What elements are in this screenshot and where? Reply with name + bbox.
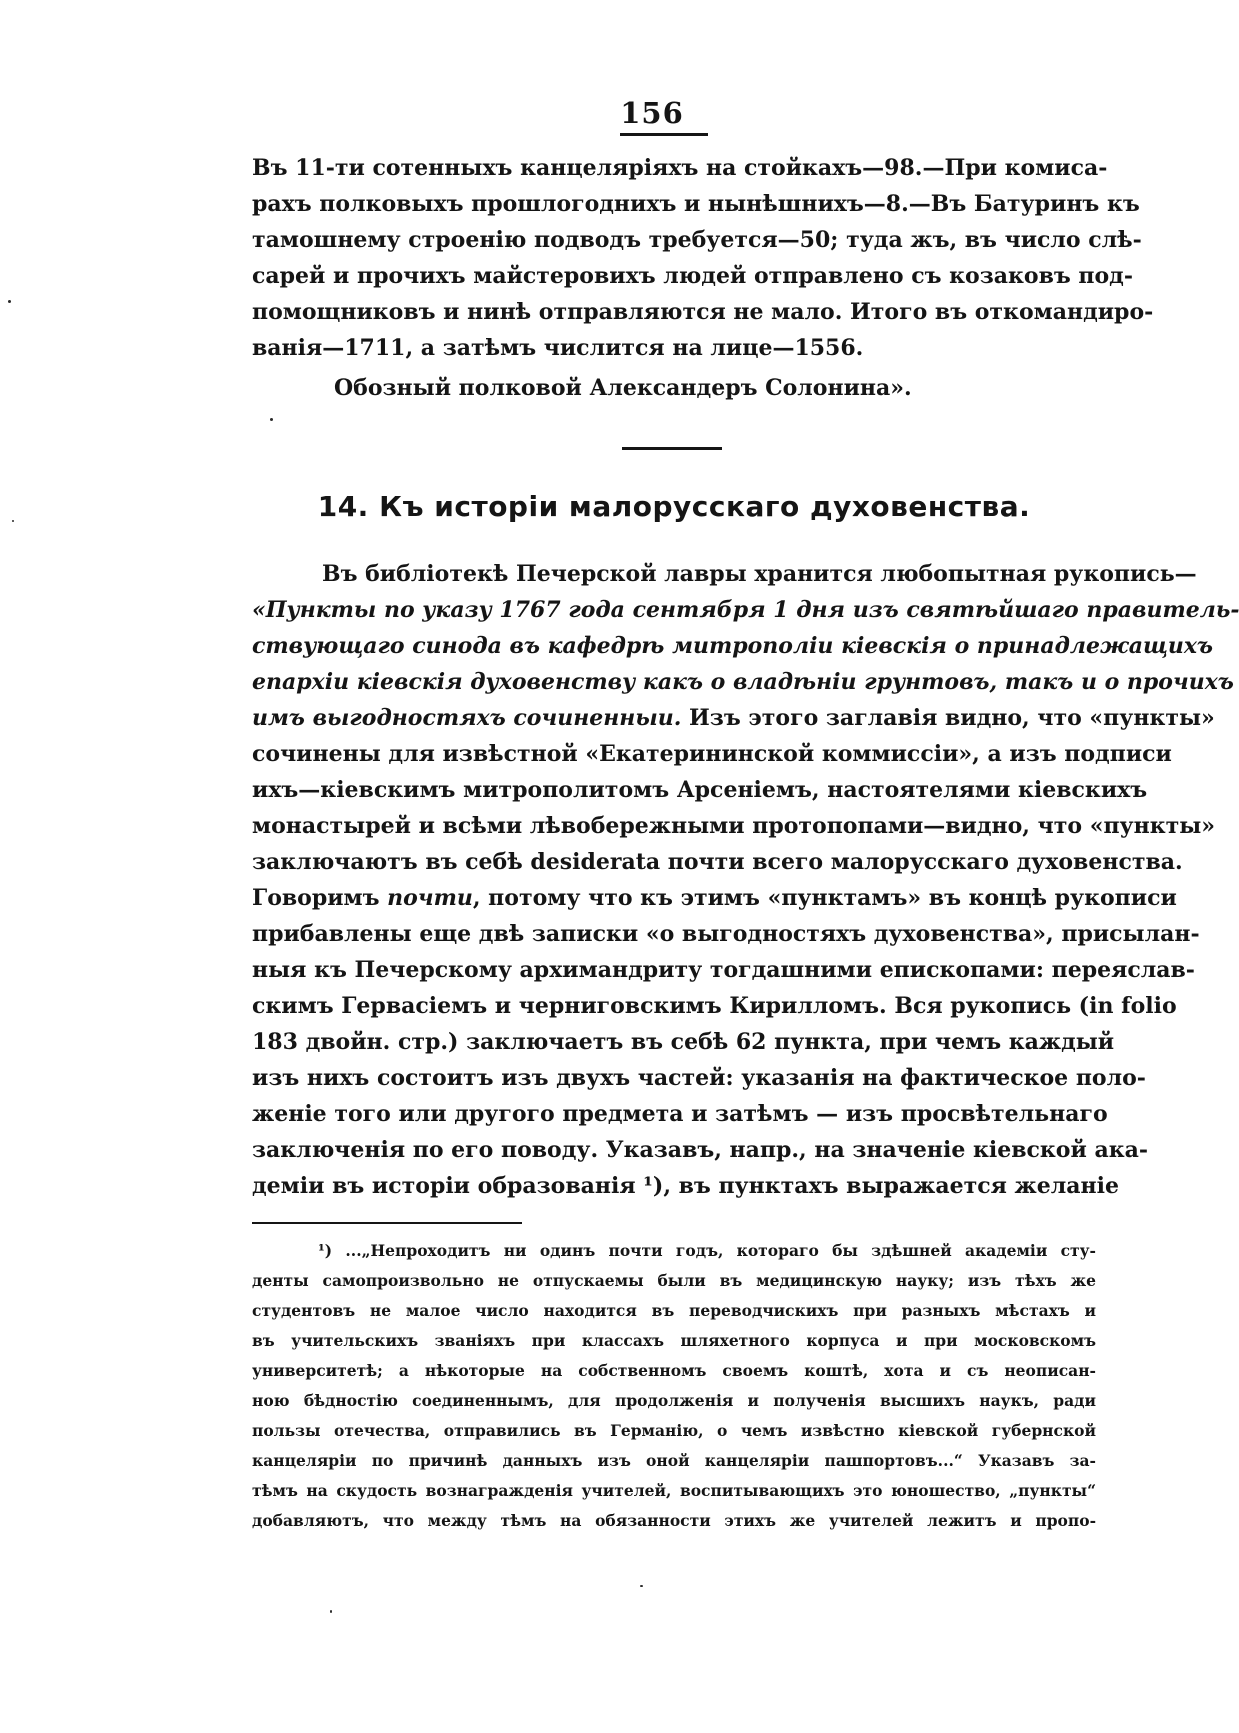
footnote-line: ¹) ...„Непроходитъ ни одинъ почти годъ, котораго бы здѣшней академіи сту- — [318, 1241, 1096, 1260]
body-line — [252, 664, 1234, 700]
report-line: сарей и прочихъ майстеровихъ людей отправлено съ козаковъ под- — [252, 263, 1133, 289]
footnote-line: добавляютъ, что между тѣмъ на обязанности этихъ же учителей лежитъ и пропо- — [252, 1511, 1096, 1530]
text-run: сочинены для извѣстной «Екатерининской коммиссіи», а изъ подписи — [252, 741, 1172, 767]
section-divider — [622, 447, 722, 450]
page-number: 156 — [620, 96, 684, 130]
footnote-line: пользы отечества, отправились въ Германію, о чемъ извѣстно кіевской губернской — [252, 1421, 1096, 1440]
body-line — [252, 880, 1177, 916]
scan-speck — [8, 300, 11, 303]
page-number-underline — [620, 133, 708, 136]
text-run: Говоримъ — [252, 885, 388, 911]
article-body — [252, 556, 1239, 1204]
report-line: помощниковъ и нинѣ отправляются не мало. Итого въ откомандиро- — [252, 299, 1154, 325]
report-line: ванія—1711, а затѣмъ числится на лице—1556. — [252, 335, 864, 361]
body-line — [252, 1096, 1108, 1132]
text-run: , потому что къ этимъ «пунктамъ» въ концѣ рукописи — [472, 885, 1177, 911]
footnote-line: канцеляріи по причинѣ данныхъ изъ оной канцеляріи пашпортовъ...“ Указавъ за- — [252, 1451, 1096, 1470]
text-run: женіе того или другого предмета и затѣмъ — изъ просвѣтельнаго — [252, 1101, 1108, 1127]
text-run: заключаютъ въ себѣ desiderata почти всего малорусскаго духовенства. — [252, 849, 1183, 875]
text-run: заключенія по его поводу. Указавъ, напр., на значеніе кіевской ака- — [252, 1137, 1148, 1163]
body-line — [252, 808, 1216, 844]
footnote-line: денты самопроизвольно не отпускаемы были въ медицинскую науку; изъ тѣхъ же — [252, 1271, 1096, 1290]
footnote-line: въ учительскихъ званіяхъ при классахъ шляхетного корпуса и при московскомъ — [252, 1331, 1096, 1350]
text-run: прибавлены еще двѣ записки «о выгодностяхъ духовенства», присылан- — [252, 921, 1200, 947]
italic-text-run: почти — [387, 885, 473, 911]
body-line — [252, 844, 1183, 880]
footnote-line: тѣмъ на скудость вознагражденія учителей, воспитывающихъ это юношество, „пункты“ — [252, 1481, 1096, 1500]
report-line: рахъ полковыхъ прошлогоднихъ и нынѣшнихъ—8.—Въ Батуринъ къ — [252, 191, 1140, 217]
scan-speck — [330, 1610, 332, 1613]
body-line — [252, 772, 1148, 808]
text-run: изъ нихъ состоитъ изъ двухъ частей: указанія на фактическое поло- — [252, 1065, 1146, 1091]
footnote-line: университетѣ; а нѣкоторые на собственномъ своемъ коштѣ, хота и съ неописан- — [252, 1361, 1096, 1380]
italic-text-run: имъ выгодностяхъ сочиненныи. — [252, 705, 682, 731]
body-line — [252, 592, 1239, 628]
text-run: деміи въ исторіи образованія ¹), въ пунктахъ выражается желаніе — [252, 1173, 1119, 1199]
body-line — [252, 916, 1200, 952]
footnote-line: студентовъ не малое число находится въ переводчискихъ при разныхъ мѣстахъ и — [252, 1301, 1096, 1320]
report-line: Въ 11-ти сотенныхъ канцеляріяхъ на стойкахъ—98.—При комиса- — [252, 155, 1108, 181]
text-run: монастырей и всѣми лѣвобережными протопопами—видно, что «пункты» — [252, 813, 1216, 839]
report-line: тамошнему строенію подводъ требуется—50; туда жъ, въ число слѣ- — [252, 227, 1142, 253]
text-run: ихъ—кіевскимъ митрополитомъ Арсеніемъ, настоятелями кіевскихъ — [252, 777, 1148, 803]
body-line — [252, 1024, 1115, 1060]
body-line — [252, 1132, 1148, 1168]
body-line — [252, 700, 1215, 736]
text-run: Изъ этого заглавія видно, что «пункты» — [681, 705, 1215, 731]
scan-speck — [270, 418, 273, 421]
text-run: скимъ Гервасіемъ и черниговскимъ Кирилломъ. Вся рукопись (in folio — [252, 993, 1177, 1019]
italic-text-run: епархіи кіевскія духовенству какъ о владѣніи грунтовъ, такъ и о прочихъ — [252, 669, 1234, 695]
body-line — [252, 628, 1214, 664]
scan-speck — [640, 1585, 643, 1587]
footnote-divider — [252, 1222, 522, 1224]
footnote-block — [252, 1236, 1096, 1536]
body-line — [252, 952, 1195, 988]
body-line — [252, 556, 1197, 592]
text-run: Въ библіотекѣ Печерской лавры хранится любопытная рукопись— — [322, 561, 1197, 587]
text-run: ныя къ Печерскому архимандриту тогдашними епископами: переяслав- — [252, 957, 1195, 983]
body-line — [252, 736, 1172, 772]
section-heading: 14. Къ исторіи малорусскаго духовенства. — [317, 490, 1031, 523]
body-line — [252, 1168, 1119, 1204]
footnote-line: ною бѣдностію соединеннымъ, для продолженія и полученія высшихъ наукъ, ради — [252, 1391, 1096, 1410]
report-text-block — [252, 150, 1154, 366]
body-line — [252, 988, 1177, 1024]
signature-line: Обозный полковой Александеръ Солонина». — [334, 375, 912, 401]
body-line — [252, 1060, 1146, 1096]
scan-speck — [12, 520, 14, 522]
italic-text-run: ствующаго синода въ кафедрѣ митрополіи кіевскія о принадлежащихъ — [252, 633, 1214, 659]
italic-text-run: «Пункты по указу 1767 года сентября 1 дня изъ святѣйшаго правитель- — [252, 597, 1239, 623]
text-run: 183 двойн. стр.) заключаетъ въ себѣ 62 пункта, при чемъ каждый — [252, 1029, 1115, 1055]
